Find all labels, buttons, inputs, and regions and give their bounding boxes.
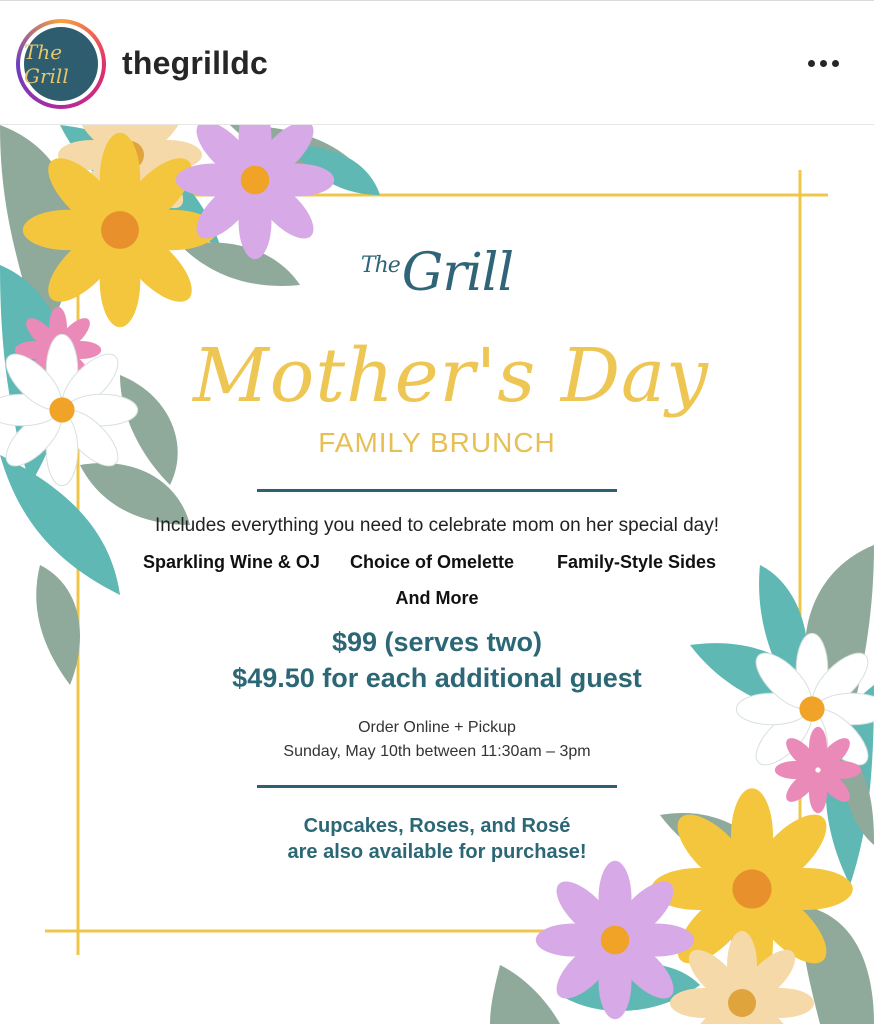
event-title: Mother's Day (193, 333, 709, 419)
price-main: $99 (serves two) (331, 627, 543, 657)
post-header (0, 0, 874, 125)
avatar-logo-text: The Grill (24, 40, 69, 88)
avatar[interactable] (24, 27, 98, 101)
menu-item: Family-Style Sides (557, 552, 717, 572)
logo-main: Grill (401, 243, 514, 303)
menu-items-row (0, 552, 874, 578)
username-link[interactable]: thegrilldc (122, 45, 269, 81)
extras-line-2: are also available for purchase! (287, 841, 587, 863)
menu-item: Choice of Omelette (350, 552, 515, 572)
divider-bottom (257, 785, 617, 788)
menu-more: And More (395, 588, 479, 608)
order-info: Order Online + Pickup (358, 719, 516, 736)
extras-line-1: Cupcakes, Roses, and Rosé (303, 815, 571, 837)
flower-lilac-bottom (536, 861, 694, 1019)
menu-item: Sparkling Wine & OJ (143, 552, 320, 572)
divider-top (257, 489, 617, 492)
more-options-icon[interactable] (800, 45, 846, 81)
grill-logo (0, 243, 874, 303)
avatar-story-ring[interactable] (16, 19, 106, 109)
pickup-time: Sunday, May 10th between 11:30am – 3pm (283, 743, 591, 760)
logo-prefix: The (360, 253, 400, 278)
intro-text: Includes everything you need to celebrate mom on her special day! (155, 515, 719, 536)
post-image (0, 125, 874, 1024)
price-additional: $49.50 for each additional guest (232, 663, 642, 693)
event-subtitle: FAMILY BRUNCH (318, 427, 556, 458)
